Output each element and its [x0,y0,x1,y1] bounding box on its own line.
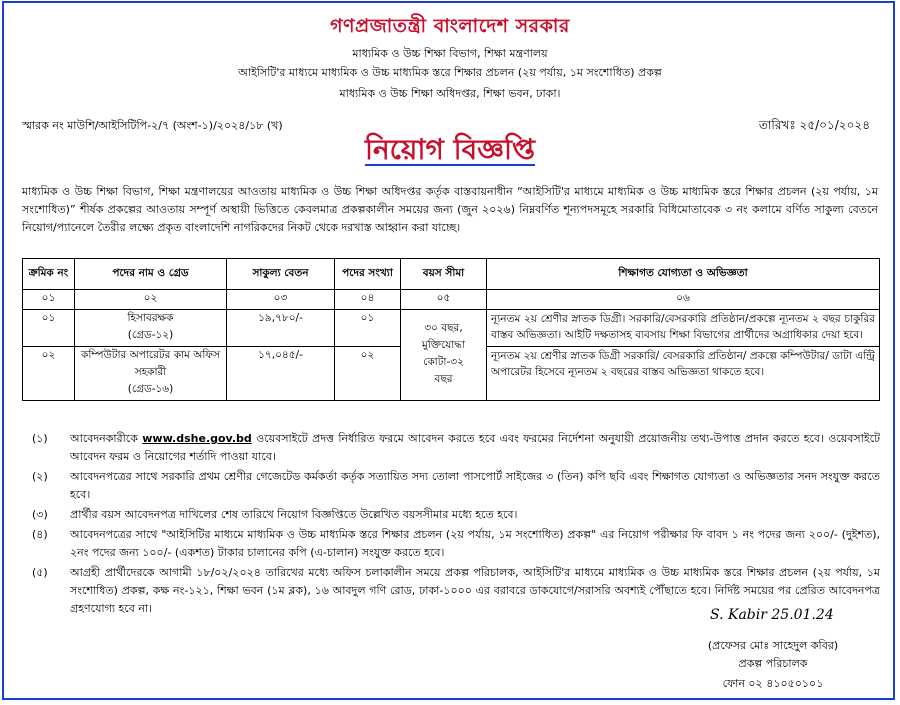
column-number: ০৬ [487,290,880,310]
column-number: ০৫ [401,290,487,310]
condition-text: আগ্রহী প্রার্থীদেরকে আগামী ১৮/০২/২০২৪ তারিখের মধ্যে অফিস চলাকালীন সময়ে প্রকল্প পরিচালক, আইসিটি'র মাধ্যমে মাধ্যমিক ও উচ্চ মাধ্যমিক স্তরে শিক্ষার প্রচলন (২য় পর্যায়, ১ম সংশোধিত) প্রকল্প, কক্ষ নং-১২১, শিক্ষা ভবন (১ম ব্লক), ১৬ আবদুল গণি রোড, ঢাকা-১০০০ এর বরাবরে ডাকযোগে/সরাসরি অবশ্যই পৌঁছাতে হবে। নির্দিষ্ট সময়ের পর প্রেরিত আবেদনপত্র গ্রহণযোগ্য হবে না। [70,566,880,615]
column-number: ০১ [23,290,75,310]
post-grade: (গ্রেড-১২) [127,329,174,341]
col-header-qualification: শিক্ষাগত যোগ্যতা ও অভিজ্ঞতা [487,259,880,290]
column-number: ০২ [75,290,227,310]
row-serial: ০১ [23,310,75,347]
row-qualification: ন্যূনতম ২য় শ্রেণীর স্নাতক ডিগ্রী। সরকারি/বেসরকারি প্রতিষ্ঠান/প্রকল্পে ন্যূনতম ২ বছর চাকুরির বাস্তব অভিজ্ঞতা। আইটি দক্ষতাসহ ব্যবসায় শিক্ষা বিভাগের প্রার্থীদের অগ্রাধিকার দেয়া হবে। [487,310,880,347]
age-limit-line: কোটা-৩২ [423,356,464,368]
row-count: ০১ [335,310,401,347]
conditions-list [22,430,880,620]
col-header-salary: সাকুল্য বেতন [227,259,335,290]
row-salary: ১৭,০৪৫/- [227,347,335,401]
row-count: ০২ [335,347,401,401]
col-header-age: বয়স সীমা [401,259,487,290]
condition-number: (৪) [32,528,48,541]
table-row [23,310,880,347]
ministry-line: মাধ্যমিক ও উচ্চ শিক্ষা বিভাগ, শিক্ষা মন্ত্রণালয় [352,47,548,60]
column-number: ০৩ [227,290,335,310]
condition-item [22,430,880,466]
condition-number: (১) [32,432,48,445]
post-name: কম্পিউটার অপারেটর কাম অফিস সহকারী [81,349,220,378]
age-limit-line: বছর [434,373,453,385]
table-header-row [23,259,880,290]
age-limit-cell [401,310,487,401]
condition-text: আবেদনকারীকে [70,432,143,445]
column-number: ০৪ [335,290,401,310]
condition-item [22,506,880,524]
condition-text: আবেদনপত্রের সাথে "আইসিটির মাধ্যমে মাধ্যমিক ও উচ্চ মাধ্যমিক স্তরে শিক্ষার প্রচলন (২য় পর্যায়, ১ম সংশোধিত) প্রকল্প" এর নিয়োগ পরীক্ষার ফি বাবদ ১ নং পদের জন্য ২০০/- (দুইশত), ২নং পদের জন্য ১০০/- (একশত) টাকার চালানের কপি (এ-চালান) সংযুক্ত করতে হবে। [70,528,880,559]
row-post [75,347,227,401]
age-limit-line: ৩০ বছর, [424,322,463,334]
condition-text: ওয়েবসাইটে প্রদত্ত নির্ধারিত ফরমে আবেদন করতে হবে এবং ফরমের নির্দেশনা অনুযায়ী প্রয়োজনীয় তথ্য-উপাত্ত প্রদান করতে হবে। ওয়েবসাইটে আবেদন ফরম ও নিয়োগের শর্তাদি পাওয়া যাবে। [70,432,880,463]
signer-name: (প্রফেসর মোঃ সাহেদুল কবির) [707,639,839,652]
col-header-serial: ক্রমিক নং [23,259,75,290]
office-line: মাধ্যমিক ও উচ্চ শিক্ষা অধিদপ্তর, শিক্ষা ভবন, ঢাকা। [339,87,561,100]
row-post [75,310,227,347]
condition-item [22,526,880,562]
post-grade: (গ্রেড-১৬) [127,383,174,395]
government-title: গণপ্রজাতন্ত্রী বাংলাদেশ সরকার [330,15,570,37]
handwritten-signature: S. Kabir 25.01.24 [710,607,834,623]
condition-item [22,468,880,504]
condition-number: (৫) [32,566,48,579]
condition-text: আবেদনপত্রের সাথে সরকারি প্রথম শ্রেণীর গেজেটেড কর্মকর্তা কর্তৃক সত্যায়িত সদ্য তোলা পাসপোর্ট সাইজের ৩ (তিন) কপি ছবি এবং শিক্ষাগত যোগ্যতা ও অভিজ্ঞতার সনদ সংযুক্ত করতে হবে। [70,470,880,501]
age-limit-line: মুক্তিযোদ্ধা [421,339,466,351]
notice-date: তারিখঃ ২৫/০১/২০২৪ [758,118,870,132]
post-name: হিসাবরক্ষক [127,312,174,324]
condition-number: (৩) [32,508,48,521]
signer-designation: প্রকল্প পরিচালক [738,657,808,670]
condition-text: প্রার্থীর বয়স আবেদনপত্র দাখিলের শেষ তারিখে নিয়োগ বিজ্ঞপ্তিতে উল্লেখিত বয়সসীমার মধ্যে হতে হবে। [70,508,518,521]
row-serial: ০২ [23,347,75,401]
vacancy-table [22,258,880,401]
website-link[interactable]: www.dshe.gov.bd [142,432,252,445]
row-salary: ১৯,৭৮০/- [227,310,335,347]
column-number-row [23,290,880,310]
col-header-post: পদের নাম ও গ্রেড [75,259,227,290]
col-header-count: পদের সংখ্যা [335,259,401,290]
project-line: আইসিটি'র মাধ্যমে মাধ্যমিক ও উচ্চ মাধ্যমিক স্তরে শিক্ষার প্রচলন (২য় পর্যায়, ১ম সংশোধিত) প্রকল্প [238,66,662,79]
signer-phone: ফোন ০২ ৪১০৫০১০১ [722,677,824,690]
intro-paragraph: মাধ্যমিক ও উচ্চ শিক্ষা বিভাগ, শিক্ষা মন্ত্রণালয়ের আওতায় মাধ্যমিক ও উচ্চ শিক্ষা অধিদপ্তর কর্তৃক বাস্তবায়নাধীন “আইসিটি'র মাধ্যমে মাধ্যমিক ও উচ্চ মাধ্যমিক স্তরে শিক্ষার প্রচলন (২য় পর্যায়, ১ম সংশোধিত)” শীর্ষক প্রকল্পের আওতায় সম্পূর্ণ অস্থায়ী ভিত্তিতে কেবলমাত্র প্রকল্পকালীন সময়ের জন্য (জুন ২০২৬) নিম্নবর্ণিত শূন্যপদসমূহে সরকারি বিধিমোতাবেক ৩ নং কলামে বর্ণিত সাকুল্য বেতনে নিয়োগ/প্যানেলে তৈরীর লক্ষ্যে প্রকৃত বাংলাদেশি নাগরিকদের নিকট থেকে দরখাস্ত আহ্বান করা যাচ্ছে। [22,185,878,234]
notice-title: নিয়োগ বিজ্ঞপ্তি [364,133,536,166]
row-qualification: ন্যূনতম ২য় শ্রেণীর স্নাতক ডিগ্রী সরকারি/ বেসরকারি প্রতিষ্ঠান/ প্রকল্পে কম্পিউটার/ ডাটা এন্ট্রি অপারেটর হিসেবে ন্যূনতম ২ বছরের বাস্তব অভিজ্ঞতা থাকতে হবে। [487,347,880,401]
memo-number: স্মারক নং মাউশি/আইসিটিপি-২/৭ (অংশ-১)/২০২৪/১৮ (খ) [22,119,283,132]
condition-number: (২) [32,470,48,483]
